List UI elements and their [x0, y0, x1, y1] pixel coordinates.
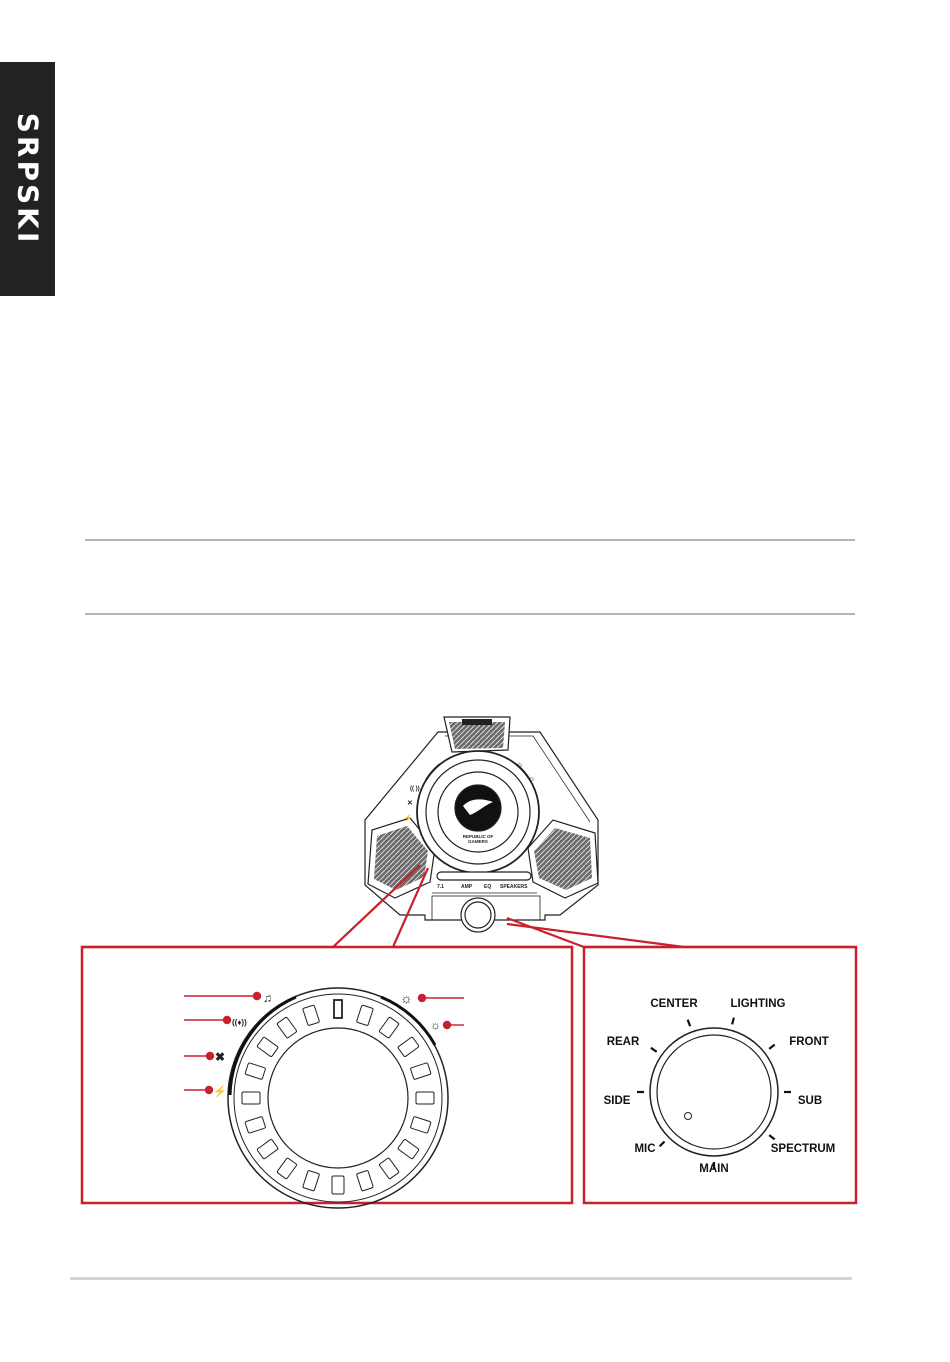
knob-tick	[651, 1048, 657, 1052]
svg-text:☼: ☼	[516, 760, 524, 769]
led-segment-top	[334, 1000, 342, 1018]
led-segment	[277, 1158, 297, 1180]
led-segment	[245, 1063, 266, 1080]
led-segment	[257, 1037, 279, 1057]
mic-mute-icon: ✖	[215, 1050, 226, 1064]
led-segment	[245, 1116, 266, 1133]
svg-text:7.1: 7.1	[437, 884, 444, 890]
knob-tick	[688, 1020, 690, 1027]
knob-tick	[769, 1045, 775, 1049]
led-segment	[242, 1092, 260, 1104]
led-segment	[356, 1005, 373, 1026]
svg-text:EQ: EQ	[484, 884, 492, 890]
knob-tick	[732, 1018, 734, 1025]
led-segment	[410, 1116, 431, 1133]
language-tab-label: SRPSKI	[11, 112, 44, 246]
mic-monitor-icon: ((♦))	[232, 1018, 247, 1027]
knob-label: LIGHTING	[730, 998, 786, 1010]
led-ring-closeup	[228, 988, 448, 1208]
sound-card-device	[365, 717, 598, 932]
svg-text:AMP: AMP	[461, 884, 473, 890]
brightness-down-icon: ☼	[430, 1018, 441, 1032]
knob-label: CENTER	[650, 998, 698, 1010]
svg-text:GAMERS: GAMERS	[468, 839, 488, 844]
knob-label: MIC	[634, 1143, 656, 1155]
led-segment	[277, 1017, 297, 1039]
led-segment	[416, 1092, 434, 1104]
svg-text:REPUBLIC OF: REPUBLIC OF	[462, 834, 494, 839]
led-segment	[356, 1170, 373, 1191]
svg-text:SPEAKERS: SPEAKERS	[500, 884, 528, 890]
led-segment	[303, 1170, 320, 1191]
svg-text:(( )): (( ))	[410, 786, 420, 792]
knob-tick	[660, 1142, 665, 1147]
brightness-up-icon: ☼	[400, 990, 413, 1006]
led-segment	[379, 1017, 399, 1039]
knob-tick	[769, 1135, 775, 1139]
knob-label: MAIN	[699, 1163, 729, 1175]
svg-text:✕: ✕	[407, 800, 413, 807]
knob-label: REAR	[606, 1036, 640, 1048]
right-callouts	[419, 995, 465, 1029]
led-segment	[398, 1139, 420, 1159]
led-segment	[303, 1005, 320, 1026]
led-segment	[410, 1063, 431, 1080]
knob-label: FRONT	[789, 1036, 829, 1048]
led-segment	[379, 1158, 399, 1180]
left-zoom-panel	[82, 947, 572, 1203]
led-segment	[332, 1176, 344, 1194]
headphone-icon: ♫	[263, 991, 272, 1005]
led-segment	[257, 1139, 279, 1159]
mode-knob-closeup	[637, 1018, 791, 1169]
led-segment	[398, 1037, 420, 1057]
svg-text:⚡: ⚡	[404, 815, 413, 822]
knob-label: SUB	[797, 1095, 823, 1107]
knob-label: SIDE	[603, 1095, 631, 1107]
knob-label: SPECTRUM	[770, 1143, 836, 1155]
knob-indicator-dot	[685, 1113, 692, 1120]
left-callouts	[184, 993, 261, 1094]
svg-text:☼: ☼	[528, 774, 536, 783]
gaming-icon: ⚡	[213, 1086, 227, 1098]
